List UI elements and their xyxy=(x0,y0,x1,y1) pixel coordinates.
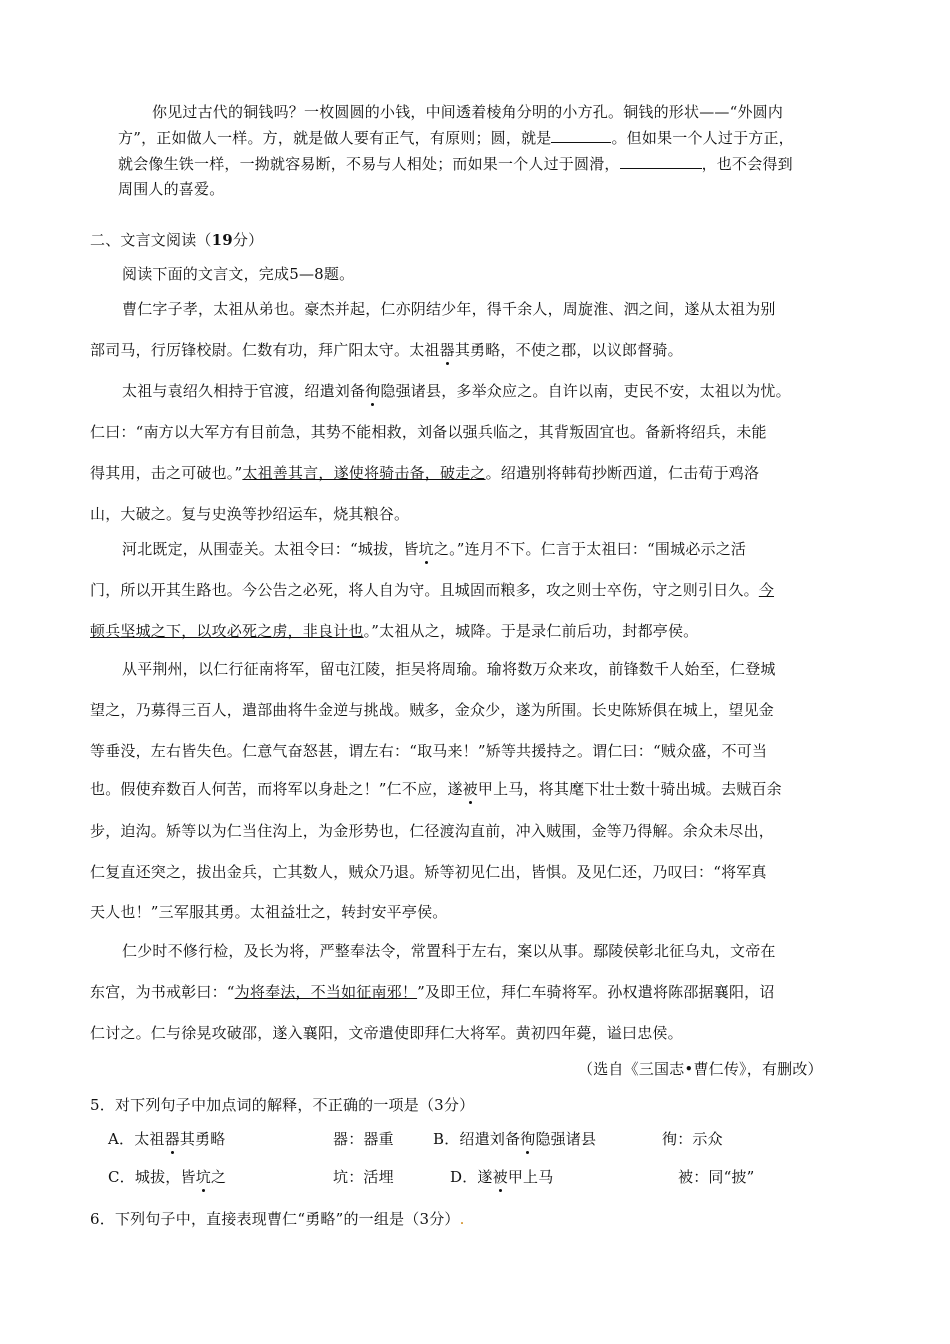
q5c-rest: 之 xyxy=(210,1168,227,1186)
q5-option-b[interactable] xyxy=(433,1128,596,1149)
p3l2a: 门，所以开其生路也。今公告之必死，将人自为守。且城固而粮多，攻之则士卒伤，守之则引日久。 xyxy=(90,581,759,599)
fill-blank-1[interactable] xyxy=(551,128,611,143)
q5-option-a-explanation: 器：器重 xyxy=(333,1130,394,1148)
passage-p3-line-2 xyxy=(90,579,774,600)
intro-line-3 xyxy=(118,153,793,174)
p5l2b: ”及即王位，拜仁车骑将军。孙权遣将陈邵据襄阳，诏 xyxy=(417,983,775,1001)
q5-option-b-explanation: 徇：示众 xyxy=(662,1130,723,1148)
source-citation: （选自《三国志•曹仁传》，有删改） xyxy=(578,1060,823,1078)
underlined-sentence-2-start: 今 xyxy=(758,581,775,599)
section-title-a: 二、文言文阅读（ xyxy=(90,231,212,249)
passage-p2-line-2: 仁曰：“南方以大军方有目前急，其势不能相救，刘备以强兵临之，其背叛固宜也。备新将绍兵，未能 xyxy=(90,423,767,441)
passage-p5-line-3: 仁讨之。仁与徐晃攻破邵，遂入襄阳，文帝遣使即拜仁大将军。黄初四年薨，谥曰忠侯。 xyxy=(90,1024,683,1042)
passage-p4-line-2: 望之，乃募得三百人，遣部曲将牛金逆与挑战。贼多，金众少，遂为所围。长史陈矫俱在城上，望见金 xyxy=(90,701,775,719)
passage-p4-line-5: 步，迫沟。矫等以为仁当住沟上，为金形势也，仁径渡沟直前，冲入贼围，金等乃得解。余众未尽出， xyxy=(90,822,775,840)
underlined-sentence-1: 太祖善其言，遂使将骑击备，破走之 xyxy=(242,464,486,482)
p2l1b: 隐强诸县，多举众应之。自许以南，吏民不安，太祖以为忧。 xyxy=(380,382,791,400)
intro-line-3-b: ，也不会得到 xyxy=(701,155,793,173)
fill-blank-2[interactable] xyxy=(620,154,702,169)
q5-stem: 5．对下列句子中加点词的解释，不正确的一项是（3分） xyxy=(90,1096,475,1114)
p3l1a: 河北既定，从围壶关。太祖令曰：“城拔，皆 xyxy=(122,540,419,558)
dotted-char-xun: 徇 xyxy=(365,382,381,400)
q5-option-a[interactable] xyxy=(108,1128,225,1149)
q5d-dotted: 被 xyxy=(492,1168,508,1186)
passage-p4-line-1: 从平荆州，以仁行征南将军，留屯江陵，拒吴将周瑜。瑜将数万众来攻，前锋数千人始至，仁登城 xyxy=(122,660,776,678)
passage-p2-line-3 xyxy=(90,462,759,483)
q5a-label: A．太祖 xyxy=(108,1130,165,1148)
passage-p3-line-3 xyxy=(90,620,698,641)
p3l3b: 。”太祖从之，城降。于是录仁前后功，封都亭侯。 xyxy=(363,622,699,640)
passage-p4-line-6: 仁复直还突之，拔出金兵，亡其数人，贼众乃退。矫等初见仁出，皆惧。及见仁还，乃叹曰：“将军真 xyxy=(90,863,767,881)
intro-line-4: 周围人的喜爱。 xyxy=(118,180,225,198)
dotted-char-keng: 坑 xyxy=(418,540,434,558)
section-score: 19 xyxy=(211,231,233,249)
intro-line-2 xyxy=(118,127,794,148)
passage-p2-line-1 xyxy=(122,380,791,401)
underlined-sentence-3: 为将奉法，不当如征南邪！ xyxy=(234,983,418,1001)
q5c-dotted: 坑 xyxy=(195,1168,211,1186)
q5c-label: C．城拔，皆 xyxy=(108,1168,196,1186)
intro-line-1: 你见过古代的铜钱吗？一枚圆圆的小钱，中间透着棱角分明的小方孔。铜钱的形状——“外圆内 xyxy=(152,103,784,121)
section-title xyxy=(90,229,263,250)
p4l4a: 也。假使弃数百人何苦，而将军以身赴之！”仁不应，遂 xyxy=(90,780,463,798)
intro-line-3-a: 就会像生铁一样，一拗就容易断，不易与人相处；而如果一个人过于圆滑， xyxy=(118,155,620,173)
p2l3b: 。绍遣别将韩荀抄断西道，仁击荀于鸡洛 xyxy=(485,464,760,482)
q5b-dotted: 徇 xyxy=(520,1130,536,1148)
intro-line-2-b: 。但如果一个人过于方正， xyxy=(611,129,794,147)
passage-p5-line-2 xyxy=(90,981,775,1002)
q5-option-c-explanation: 坑：活埋 xyxy=(333,1168,394,1186)
p2l1a: 太祖与袁绍久相持于官渡，绍遣刘备 xyxy=(122,382,366,400)
q5a-dotted: 器 xyxy=(164,1130,180,1148)
dotted-char-qi: 器 xyxy=(439,341,455,359)
dotted-char-bei: 被 xyxy=(462,780,478,798)
q5b-rest: 隐强诸县 xyxy=(535,1130,597,1148)
q6-stem-text: 6．下列句子中，直接表现曹仁“勇略”的一组是（3分） xyxy=(90,1210,460,1228)
passage-p1-line-2 xyxy=(90,339,683,360)
passage-p4-line-4 xyxy=(90,778,782,799)
section-title-c: 分） xyxy=(232,231,264,249)
p4l4b: 甲上马，将其麾下壮士数十骑出城。去贼百余 xyxy=(477,780,782,798)
p5l2a: 东宫，为书戒彰曰：“ xyxy=(90,983,235,1001)
passage-p4-line-7: 天人也！”三军服其勇。太祖益壮之，转封安平亭侯。 xyxy=(90,903,448,921)
q5d-rest: 甲上马 xyxy=(507,1168,554,1186)
q6-trailing-dot: . xyxy=(459,1210,465,1228)
q5d-label: D．遂 xyxy=(450,1168,493,1186)
passage-p2-line-4: 山，大破之。复与史涣等抄绍运车，烧其粮谷。 xyxy=(90,505,410,523)
underlined-sentence-2: 顿兵坚城之下，以攻必死之虏，非良计也 xyxy=(90,622,364,640)
q5-option-c[interactable] xyxy=(108,1166,226,1187)
q5-option-d[interactable] xyxy=(450,1166,553,1187)
q5a-rest: 其勇略 xyxy=(179,1130,226,1148)
q5-option-d-explanation: 被：同“披” xyxy=(678,1168,755,1186)
section-instruction: 阅读下面的文言文，完成5—8题。 xyxy=(122,265,355,283)
passage-p5-line-1: 仁少时不修行检，及长为将，严整奉法令，常置科于左右，案以从事。鄢陵侯彰北征乌丸，文帝在 xyxy=(122,942,776,960)
p1l2b: 其勇略，不使之郡，以议郎督骑。 xyxy=(454,341,683,359)
passage-p1-line-1: 曹仁字子孝，太祖从弟也。豪杰并起，仁亦阴结少年，得千余人，周旋淮、泗之间，遂从太祖为别 xyxy=(122,300,776,318)
passage-p4-line-3: 等垂没，左右皆失色。仁意气奋怒甚，谓左右：“取马来！”矫等共援持之。谓仁曰：“贼众盛，不可当 xyxy=(90,742,768,760)
p3l1b: 之。”连月不下。仁言于太祖曰：“围城必示之活 xyxy=(433,540,747,558)
passage-p3-line-1 xyxy=(122,538,746,559)
q5b-label: B．绍遣刘备 xyxy=(433,1130,521,1148)
q6-stem xyxy=(90,1208,465,1229)
p2l3a: 得其用，击之可破也。” xyxy=(90,464,243,482)
intro-line-2-a: 方”，正如做人一样。方，就是做人要有正气，有原则；圆，就是 xyxy=(118,129,552,147)
p1l2a: 部司马，行厉锋校尉。仁数有功，拜广阳太守。太祖 xyxy=(90,341,440,359)
